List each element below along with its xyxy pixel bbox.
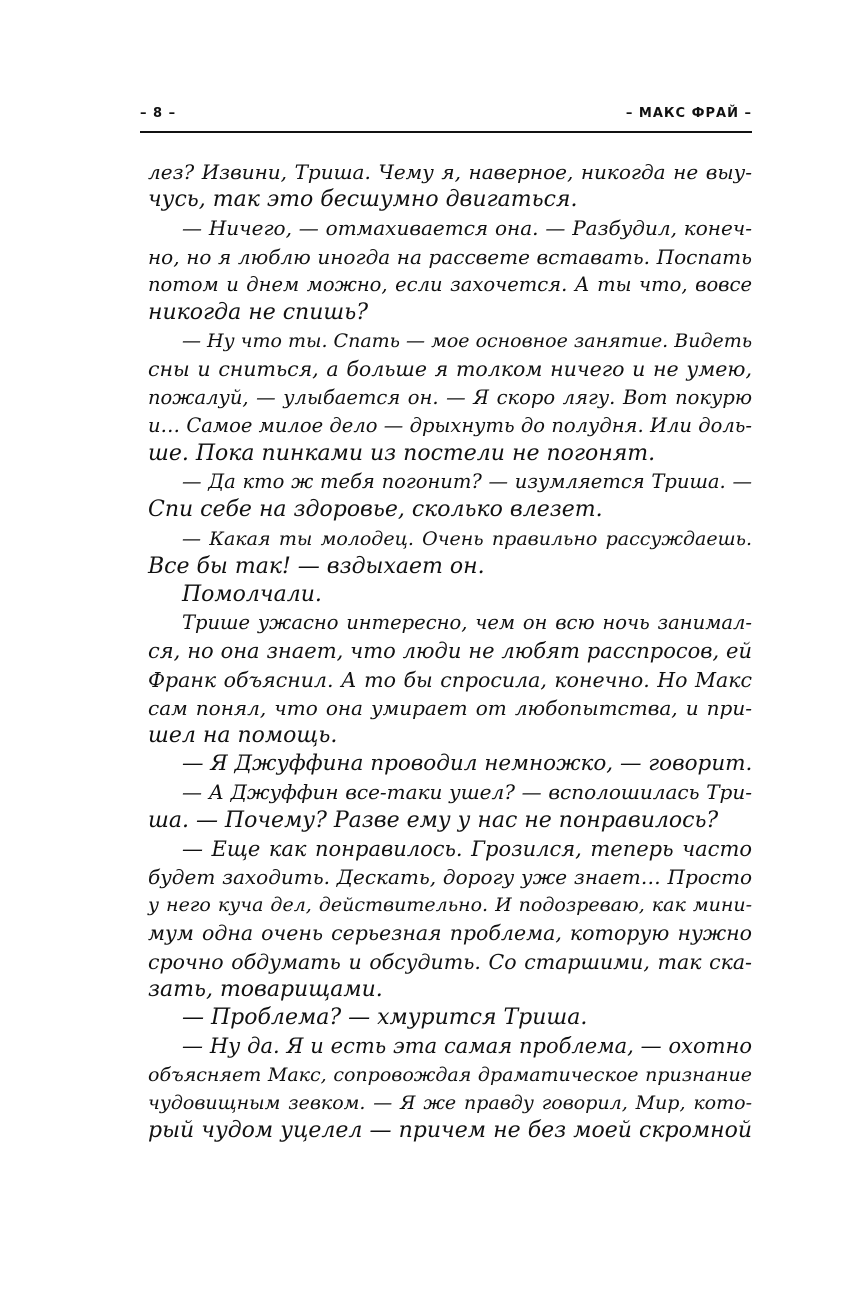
text-line: у него куча дел, действительно. И подозреваю, как мини-: [148, 894, 752, 917]
text-line: — Ну да. Я и есть эта самая проблема, — охотно: [182, 1034, 752, 1059]
text-line: ша. — Почему? Разве ему у нас не понравилось?: [148, 807, 719, 833]
page-number: – 8 –: [140, 106, 177, 121]
text-line: чудовищным зевком. — Я же правду говорил, Мир, кото-: [148, 1091, 752, 1114]
text-line: мум одна очень серьезная проблема, которую нужно: [148, 921, 752, 946]
text-line: объясняет Макс, сопровождая драматическое признание: [148, 1063, 752, 1086]
text-line: никогда не спишь?: [148, 300, 368, 326]
text-line: сам понял, что она умирает от любопытства, и при-: [148, 695, 752, 720]
text-line: Франк объяснил. А то бы спросила, конечно. Но Макс: [148, 667, 752, 692]
text-line: Все бы так! — вздыхает он.: [148, 553, 485, 579]
text-line: потом и днем можно, если захочется. А ты что, вовсе: [148, 272, 752, 296]
text-line: — А Джуффин все-таки ушел? — всполошилась Три-: [182, 780, 752, 805]
text-line: ся, но она знает, что люди не любят расспросов, ей: [148, 639, 752, 664]
text-line: но, но я люблю иногда на рассвете вставать. Поспать: [148, 244, 752, 269]
text-line: рый чудом уцелел — причем не без моей скромной: [148, 1117, 752, 1143]
header-rule: [140, 131, 752, 133]
text-line: сны и сниться, а больше я толком ничего и не умею,: [148, 357, 752, 382]
text-line: — Я Джуффина проводил немножко, — говорит.: [182, 751, 753, 777]
text-line: — Да кто ж тебя погонит? — изумляется Триша. —: [182, 470, 752, 494]
body-text: [148, 158, 752, 1145]
text-line: лез? Извини, Триша. Чему я, наверное, никогда не выу-: [148, 160, 752, 184]
text-line: — Ничего, — отмахивается она. — Разбудил, конеч-: [182, 216, 752, 241]
text-line: — Еще как понравилось. Грозился, теперь часто: [182, 836, 752, 861]
running-head: [140, 106, 752, 126]
text-line: — Какая ты молодец. Очень правильно рассуждаешь.: [182, 527, 752, 550]
text-line: — Проблема? — хмурится Триша.: [182, 1005, 588, 1031]
text-line: пожалуй, — улыбается он. — Я скоро лягу. Вот покурю: [148, 385, 752, 409]
author-name: – МАКС ФРАЙ –: [625, 106, 752, 121]
text-line: Помолчали.: [182, 582, 322, 608]
text-line: Спи себе на здоровье, сколько влезет.: [148, 497, 603, 523]
text-line: — Ну что ты. Спать — мое основное занятие. Видеть: [182, 330, 753, 353]
text-line: Трише ужасно интересно, чем он всю ночь занимал-: [182, 611, 752, 635]
text-line: и… Самое милое дело — дрыхнуть до полудня. Или доль-: [148, 413, 752, 437]
text-line: зать, товарищами.: [148, 976, 383, 1002]
text-line: ше. Пока пинками из постели не погонят.: [148, 441, 656, 467]
text-line: срочно обдумать и обсудить. Со старшими, так ска-: [148, 949, 752, 974]
text-line: чусь, так это бесшумно двигаться.: [148, 187, 578, 213]
text-line: шел на помощь.: [148, 723, 338, 749]
text-line: будет заходить. Дескать, дорогу уже знает… Просто: [148, 865, 752, 890]
